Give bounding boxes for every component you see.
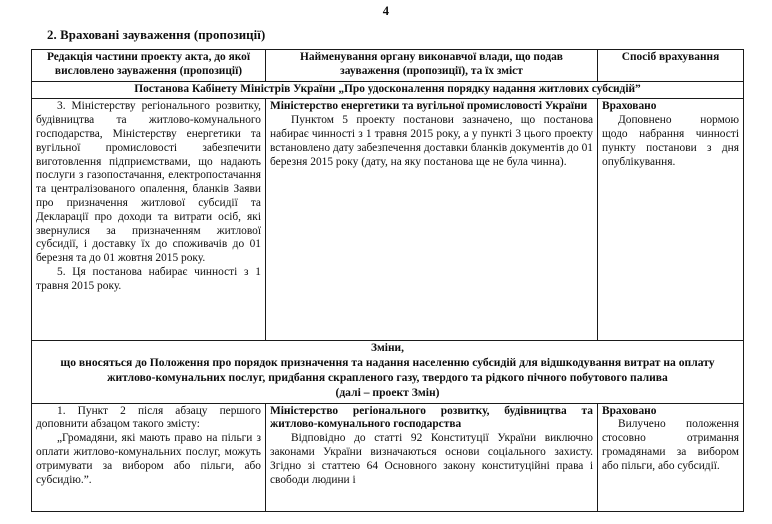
cell-resolution-2 bbox=[598, 403, 744, 511]
banner-changes-line2: житлово-комунальних послуг, придбання скрапленого газу, твердого та рідкого пічного побутового палива bbox=[107, 371, 668, 385]
cell-resolution-1 bbox=[598, 99, 744, 341]
cell-edition-2 bbox=[32, 403, 266, 511]
table-row bbox=[32, 403, 744, 511]
banner-changes-line3: (далі – проект Змін) bbox=[335, 385, 440, 399]
cell-authority-2 bbox=[266, 403, 598, 511]
authority-1-comment: Пунктом 5 проекту постанови зазначено, що постанова набирає чинності з 1 травня 2015 року, а у пункті 3 цього проекту встановлено дату забезпечення доставки бланків документів до 01 березня 2015 року (дату, на яку постанова ще не була чинна). bbox=[270, 114, 593, 168]
banner-row-changes-title bbox=[32, 341, 744, 403]
resolution-1-status: Враховано bbox=[602, 100, 657, 113]
edition-1-paragraph-3: 3. Міністерству регіонального розвитку, будівництва та житлово-комунального господарства, Міністерству енергетики та вугільної промисловості забезпечити виготовлення підприємствами, що надають послуги з газопостачання, електропостачання та централізованого опалення, бланків Заяви про призначення житлової субсидії та Декларації про доходи та витрати осіб, які звернулися за призначенням житлової субсидії, і доставку їх до споживачів до 01 березня та до 01 жовтня 2015 року. bbox=[36, 100, 261, 265]
authority-2-comment: Відповідно до статті 92 Конституції України виключно законами України визначаються основи соціального захисту. Згідно зі статтею 64 Основного закону конституційні права і свободи людини і bbox=[270, 432, 593, 486]
resolution-2-status: Враховано bbox=[602, 404, 657, 417]
edition-2-quote: „Громадяни, які мають право на пільги з оплати житлово-комунальних послуг, можуть отримувати за вибором або пільги, або субсидію.”. bbox=[36, 432, 261, 486]
banner-changes-line1: що вносяться до Положення про порядок призначення та надання населенню субсидій для відшкодування витрат на оплату bbox=[60, 356, 715, 370]
table-row bbox=[32, 99, 744, 341]
banner-row-resolution-title bbox=[32, 81, 744, 99]
authority-1-name: Міністерство енергетики та вугільної промисловості України bbox=[270, 100, 588, 113]
table-header-row bbox=[32, 50, 744, 82]
edition-2-paragraph-1: 1. Пункт 2 після абзацу першого доповнити абзацом такого змісту: bbox=[36, 404, 261, 431]
banner-changes-title: Зміни, bbox=[371, 342, 404, 355]
column-header-resolution: Спосіб врахування bbox=[598, 50, 744, 82]
section-heading: 2. Враховані зауваження (пропозиції) bbox=[47, 28, 266, 42]
banner-resolution-title: Постанова Кабінету Міністрів України „Про удосконалення порядку надання житлових субсидій” bbox=[32, 81, 744, 99]
authority-2-name: Міністерство регіонального розвитку, будівництва та житлово-комунального господарства bbox=[270, 404, 593, 431]
resolution-2-text: Вилучено положення стосовно отримання громадянами за вибором або пільги, або субсидії. bbox=[602, 418, 739, 472]
resolution-1-text: Доповнено нормою щодо набрання чинності пункту постанови з дня опублікування. bbox=[602, 114, 739, 168]
edition-1-paragraph-5: 5. Ця постанова набирає чинності з 1 травня 2015 року. bbox=[36, 265, 261, 292]
column-header-authority: Найменування органу виконавчої влади, що подав зауваження (пропозиції), та їх зміст bbox=[266, 50, 598, 82]
cell-authority-1 bbox=[266, 99, 598, 341]
comments-table bbox=[31, 49, 744, 512]
cell-edition-1 bbox=[32, 99, 266, 341]
banner-changes bbox=[32, 341, 744, 403]
page-number: 4 bbox=[382, 4, 390, 18]
column-header-edition: Редакція частини проекту акта, до якої висловлено зауваження (пропозиції) bbox=[32, 50, 266, 82]
